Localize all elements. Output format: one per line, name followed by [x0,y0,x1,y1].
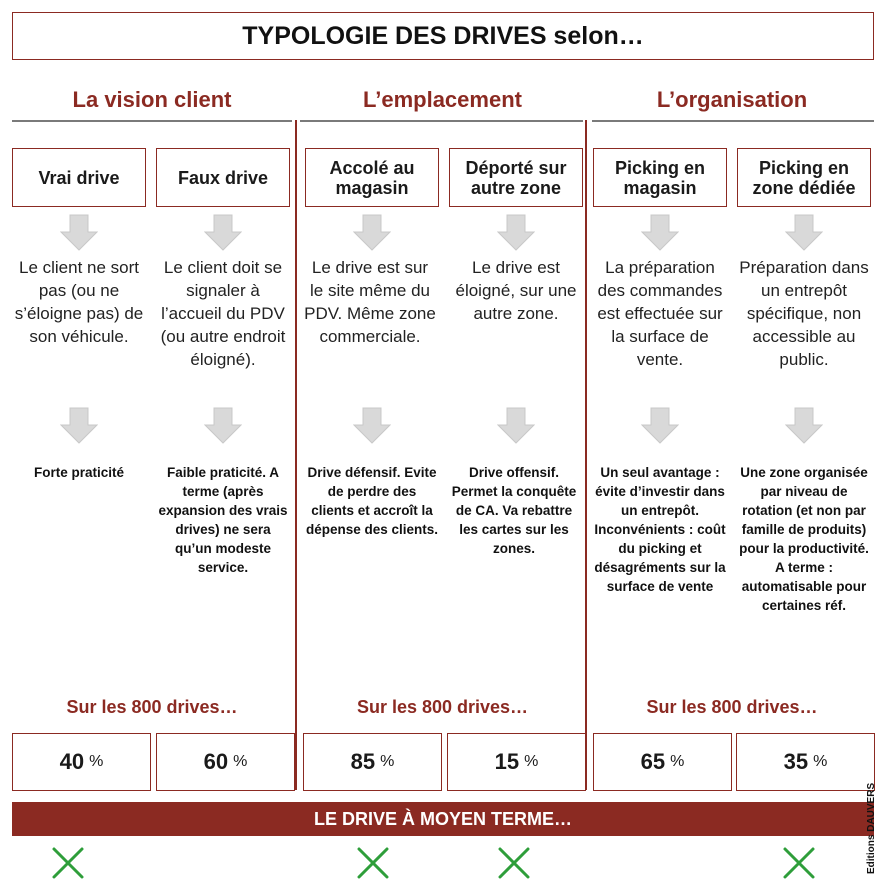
section-separator [585,120,587,790]
percent-box-vrai-drive [12,733,151,791]
section-divider [592,120,874,122]
percent-value: 40 [59,749,85,774]
section-divider [12,120,292,122]
check-cross-icon [50,845,86,881]
percent-value: 35 [783,749,809,774]
section-divider [300,120,583,122]
impact-vrai-drive: Forte praticité [33,465,125,480]
section-separator [295,120,297,790]
percent-sign: % [670,753,685,770]
impact-faux-drive: Faible praticité. A terme (après expansion des vrais drives) ne sera qu’un modeste service. [158,465,288,575]
percent-value: 15 [494,749,520,774]
percent-value: 85 [350,749,376,774]
down-arrow-icon [641,213,679,251]
future-banner: LE DRIVE À MOYEN TERME… [12,802,874,836]
description-picking-zone-dediee: Préparation dans un entrepôt spécifique, non accessible au public. [739,258,869,369]
percent-sign: % [89,753,104,770]
sur-les-800-drives-label: Sur les 800 drives… [66,696,238,717]
down-arrow-icon [785,213,823,251]
down-arrow-icon [641,406,679,444]
section-heading-vision-client: La vision client [72,87,232,112]
percent-box-accole-magasin [303,733,442,791]
section-heading-organisation: L’organisation [656,87,808,112]
impact-deporte-zone: Drive offensif. Permet la conquête de CA. Va rebattre les cartes sur les zones. [451,465,577,556]
percent-box-deporte-zone [447,733,586,791]
description-faux-drive: Le client doit se signaler à l’accueil du PDV (ou autre endroit éloigné). [160,258,286,369]
percent-value: 65 [640,749,666,774]
category-picking-zone-dediee: Picking en zone dédiée [737,148,871,207]
check-cross-icon [355,845,391,881]
down-arrow-icon [353,406,391,444]
sur-les-800-drives-label: Sur les 800 drives… [356,696,529,717]
section-heading-emplacement: L’emplacement [363,87,522,112]
down-arrow-icon [353,213,391,251]
down-arrow-icon [785,406,823,444]
impact-accole-magasin: Drive défensif. Evite de perdre des clients et accroît la dépense des clients. [305,465,439,537]
percent-box-faux-drive [156,733,295,791]
percent-value: 60 [203,749,229,774]
check-cross-icon [781,845,817,881]
description-vrai-drive: Le client ne sort pas (ou ne s’éloigne pas) de son véhicule. [14,258,144,346]
publisher-credit: Editions DAUVERS [866,782,877,874]
description-deporte-zone: Le drive est éloigné, sur une autre zone. [455,258,577,323]
percent-sign: % [524,753,539,770]
down-arrow-icon [204,406,242,444]
description-accole-magasin: Le drive est sur le site même du PDV. Même zone commerciale. [304,258,436,346]
down-arrow-icon [497,406,535,444]
category-faux-drive: Faux drive [156,148,290,207]
impact-picking-magasin: Un seul avantage : évite d’investir dans un entrepôt. Inconvénients : coût du picking et désagréments sur la surface de vente [594,465,726,594]
percent-sign: % [380,753,395,770]
percent-sign: % [813,753,828,770]
category-deporte-zone: Déporté sur autre zone [449,148,583,207]
percent-box-picking-zone-dediee [736,733,875,791]
down-arrow-icon [60,406,98,444]
down-arrow-icon [60,213,98,251]
down-arrow-icon [204,213,242,251]
impact-picking-zone-dediee: Une zone organisée par niveau de rotation (et non par famille de produits) pour la productivité. A terme : automatisable pour certaines réf. [739,465,869,613]
description-picking-magasin: La préparation des commandes est effectuée sur la surface de vente. [597,258,723,369]
down-arrow-icon [497,213,535,251]
sur-les-800-drives-label: Sur les 800 drives… [646,696,818,717]
percent-sign: % [233,753,248,770]
check-cross-icon [496,845,532,881]
category-picking-magasin: Picking en magasin [593,148,727,207]
diagram-title: TYPOLOGIE DES DRIVES selon… [12,12,874,60]
category-accole-magasin: Accolé au magasin [305,148,439,207]
category-vrai-drive: Vrai drive [12,148,146,207]
percent-box-picking-magasin [593,733,732,791]
